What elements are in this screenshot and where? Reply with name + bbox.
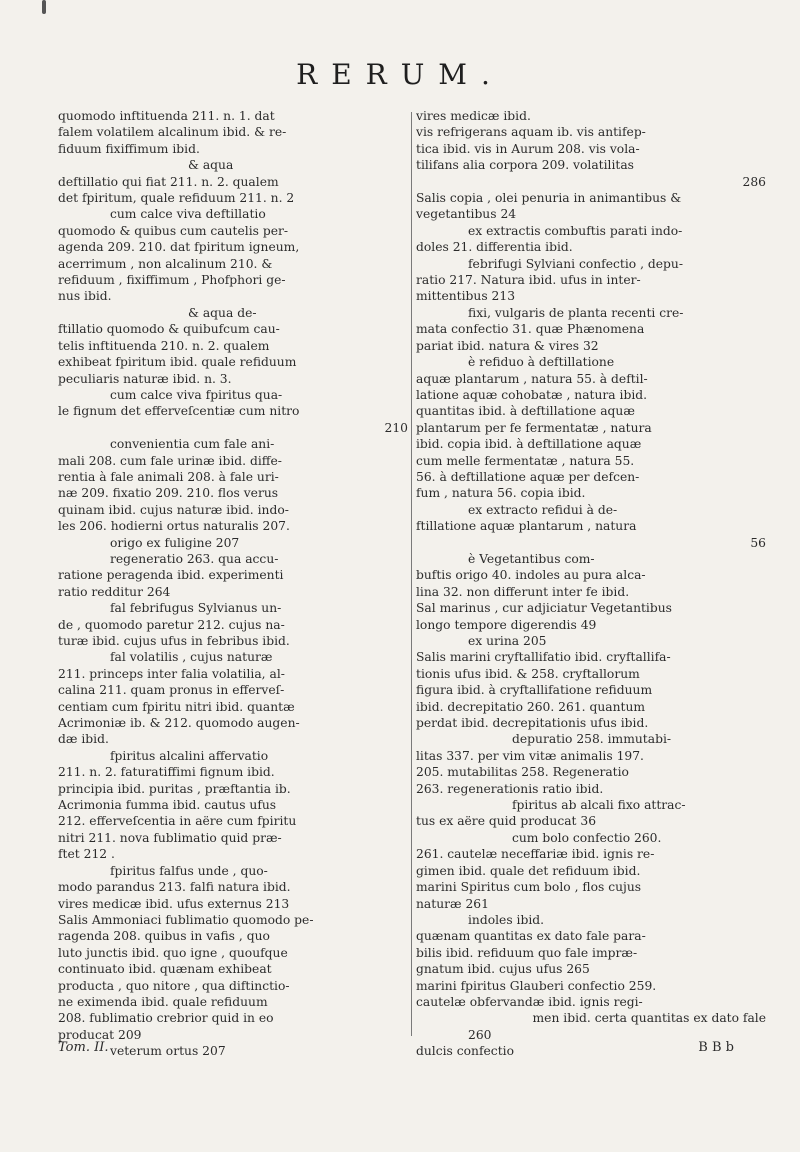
left-index-line: 211. princeps inter falia volatilia, al-: [58, 666, 285, 681]
left-index-line: quinam ibid. cujus naturæ ibid. indo-: [58, 502, 289, 517]
left-index-line: de , quomodo paretur 212. cujus na-: [58, 617, 285, 632]
left-index-line: regeneratio 263. qua accu-: [110, 551, 279, 566]
right-index-line: ex urina 205: [468, 634, 547, 648]
left-index-line: les 206. hodierni ortus naturalis 207.: [58, 519, 290, 534]
right-index-line: tica ibid. vis in Aurum 208. vis vola-: [416, 141, 640, 156]
left-index-line: fpiritus falfus unde , quo-: [110, 863, 268, 878]
right-index-line: ex extracto refidui à de-: [468, 502, 618, 517]
left-index-line: fal febrifugus Sylvianus un-: [110, 601, 282, 616]
left-index-line: ftet 212 .: [58, 847, 115, 862]
left-index-line: peculiaris naturæ ibid. n. 3.: [58, 371, 232, 386]
margin-mark: [42, 0, 46, 14]
right-index-line: vegetantibus 24: [416, 207, 517, 222]
right-index-line: plantarum per fe fermentatæ , natura: [416, 420, 652, 435]
left-index-line: ragenda 208. quibus in vafis , quo: [58, 929, 270, 944]
right-index-line: cum melle fermentatæ , natura 55.: [416, 453, 635, 468]
left-index-line: fal volatilis , cujus naturæ: [110, 650, 273, 665]
right-index-line: ftillatione aquæ plantarum , natura: [416, 519, 637, 534]
right-index-line: 286: [742, 174, 766, 189]
left-index-line: ne eximenda ibid. quale refiduum: [58, 994, 268, 1009]
left-index-line: ftillatio quomodo & quibufcum cau-: [58, 322, 280, 337]
left-index-line: Salis Ammoniaci fublimatio quomodo pe-: [58, 912, 314, 927]
left-index-line: falem volatilem alcalinum ibid. & re-: [58, 125, 287, 140]
right-index-line: ibid. decrepitatio 260. 261. quantum: [416, 699, 646, 714]
right-index-line: 260: [468, 1027, 492, 1042]
right-index-line: bilis ibid. refiduum quo fale impræ-: [416, 945, 638, 960]
right-index-line: tus ex aëre quid producat 36: [416, 814, 597, 829]
left-index-line: 212. efferveſcentia in aëre cum fpiritu: [58, 814, 297, 829]
right-index-line: vis refrigerans aquam ib. vis antifep-: [416, 125, 646, 140]
right-index-line: gimen ibid. quale det refiduum ibid.: [416, 863, 641, 878]
left-column: [58, 108, 408, 1060]
right-index-line: perdat ibid. decrepitationis ufus ibid.: [416, 716, 649, 731]
right-index-line: longo tempore digerendis 49: [416, 617, 597, 632]
right-index-line: figura ibid. à cryftallifatione refiduum: [416, 683, 653, 698]
left-index-line: deftillatio qui fiat 211. n. 2. qualem: [58, 174, 279, 189]
left-index-line: continuato ibid. quænam exhibeat: [58, 962, 272, 977]
left-index-line: cum calce viva fpiritus qua-: [110, 387, 283, 402]
right-index-line: Salis marini cryftallifatio ibid. cryftallifa-: [416, 650, 671, 665]
right-index-line: cum bolo confectio 260.: [512, 830, 662, 845]
left-index-line: rentia à fale animali 208. à fale uri-: [58, 469, 279, 484]
right-index-line: fixi, vulgaris de planta recenti cre-: [468, 305, 684, 320]
left-index-line: 208. fublimatio crebrior quid in eo: [58, 1011, 274, 1026]
left-index-line: det fpiritum, quale refiduum 211. n. 2: [58, 191, 295, 206]
left-index-line: acerrimum , non alcalinum 210. &: [58, 256, 273, 271]
left-index-line: agenda 209. 210. dat fpiritum igneum,: [58, 240, 300, 255]
left-index-line: & aqua: [188, 158, 234, 173]
right-index-line: fum , natura 56. copia ibid.: [416, 486, 586, 501]
right-index-line: vires medicæ ibid.: [416, 109, 531, 123]
right-index-line: marini Spiritus cum bolo , flos cujus: [416, 880, 642, 895]
left-index-line: veterum ortus 207: [110, 1044, 226, 1059]
left-index-line: dæ ibid.: [58, 732, 109, 747]
right-index-line: 263. regenerationis ratio ibid.: [416, 781, 604, 796]
left-index-line: luto junctis ibid. quo igne , quoufque: [58, 945, 288, 960]
left-index-line: convenientia cum fale ani-: [110, 437, 275, 452]
right-index-line: mata confectio 31. quæ Phænomena: [416, 322, 645, 337]
right-index-line: 205. mutabilitas 258. Regeneratio: [416, 765, 629, 780]
left-index-line: fpiritus alcalini affervatio: [110, 748, 269, 763]
left-index-line: turæ ibid. cujus ufus in febribus ibid.: [58, 634, 290, 648]
right-index-line: ibid. copia ibid. à deftillatione aquæ: [416, 437, 642, 452]
right-index-line: buftis origo 40. indoles au pura alca-: [416, 568, 646, 583]
left-index-line: vires medicæ ibid. ufus externus 213: [58, 896, 290, 911]
left-index-line: næ 209. fixatio 209. 210. flos verus: [58, 486, 279, 501]
column-divider: [411, 112, 412, 1036]
left-index-line: telis inftituenda 210. n. 2. qualem: [58, 338, 270, 353]
page-header: RERUM.: [296, 58, 504, 91]
right-index-line: ex extractis combuftis parati indo-: [468, 223, 683, 238]
left-index-line: & aqua de-: [188, 305, 257, 320]
right-index-line: depuratio 258. immutabi-: [512, 732, 672, 747]
right-index-line: litas 337. per vim vitæ animalis 197.: [416, 748, 644, 763]
right-index-line: men ibid. certa quantitas ex dato fale: [532, 1011, 766, 1026]
left-index-line: cum calce viva deftillatio: [110, 207, 266, 222]
right-index-line: è refiduo à deftillatione: [468, 355, 615, 370]
right-index-line: pariat ibid. natura & vires 32: [416, 338, 599, 353]
signature-mark: B B b: [698, 1040, 734, 1055]
volume-label: Tom. II.: [58, 1040, 109, 1055]
left-index-line: nitri 211. nova fublimatio quid præ-: [58, 830, 282, 845]
left-index-line: quomodo & quibus cum cautelis per-: [58, 223, 289, 238]
left-index-line: nus ibid.: [58, 289, 112, 304]
left-index-line: principia ibid. puritas , præftantia ib.: [58, 781, 291, 796]
right-index-line: 56: [750, 535, 766, 550]
right-index-line: tionis ufus ibid. & 258. cryftallorum: [416, 666, 640, 681]
left-index-line: 210: [384, 420, 408, 435]
right-index-line: 261. cautelæ neceffariæ ibid. ignis re-: [416, 847, 655, 862]
right-index-line: lina 32. non differunt inter fe ibid.: [416, 584, 630, 599]
left-index-line: le fignum det efferveſcentiæ cum nitro: [58, 404, 300, 419]
right-column: [416, 108, 766, 1060]
left-index-line: exhibeat fpiritum ibid. quale refiduum: [58, 355, 297, 370]
right-index-line: Sal marinus , cur adjiciatur Vegetantibus: [416, 601, 672, 616]
right-index-line: quantitas ibid. à deftillatione aquæ: [416, 404, 635, 419]
right-index-line: aquæ plantarum , natura 55. à deftil-: [416, 371, 648, 386]
left-index-line: ratione peragenda ibid. experimenti: [58, 568, 284, 583]
left-index-line: producta , quo nitore , qua diftinctio-: [58, 978, 290, 993]
left-index-line: refiduum , fixiffimum , Phofphori ge-: [58, 273, 286, 288]
right-index-line: fpiritus ab alcali fixo attrac-: [512, 798, 686, 813]
left-index-line: producat 209: [58, 1027, 142, 1042]
right-index-line: doles 21. differentia ibid.: [416, 240, 573, 255]
right-index-line: tilifans alia corpora 209. volatilitas: [416, 158, 634, 173]
right-index-line: indoles ibid.: [468, 912, 545, 927]
left-index-line: Acrimoniæ ib. & 212. quomodo augen-: [58, 716, 300, 731]
right-index-line: latione aquæ cohobatæ , natura ibid.: [416, 387, 648, 402]
right-index-line: marini fpiritus Glauberi confectio 259.: [416, 978, 657, 993]
right-index-line: quænam quantitas ex dato fale para-: [416, 929, 646, 944]
left-index-line: Acrimonia fumma ibid. cautus ufus: [58, 798, 277, 813]
left-index-line: fiduum fixiffimum ibid.: [58, 141, 200, 156]
right-index-line: Salis copia , olei penuria in animantibus &: [416, 191, 682, 206]
right-index-line: mittentibus 213: [416, 289, 516, 304]
left-index-line: ratio redditur 264: [58, 584, 171, 599]
left-index-line: quomodo inftituenda 211. n. 1. dat: [58, 109, 275, 123]
left-index-line: calina 211. quam pronus in efferveſ-: [58, 683, 285, 698]
right-index-line: naturæ 261: [416, 896, 489, 911]
right-index-line: è Vegetantibus com-: [468, 551, 595, 566]
right-index-line: febrifugi Sylviani confectio , depu-: [468, 256, 683, 271]
right-index-line: cautelæ obfervandæ ibid. ignis regi-: [416, 994, 643, 1009]
left-index-line: centiam cum fpiritu nitri ibid. quantæ: [58, 699, 295, 714]
right-index-line: 56. à deftillatione aquæ per defcen-: [416, 469, 640, 484]
right-index-line: gnatum ibid. cujus ufus 265: [416, 962, 590, 977]
left-index-line: origo ex fuligine 207: [110, 535, 240, 550]
right-index-line: ratio 217. Natura ibid. ufus in inter-: [416, 273, 641, 288]
left-index-line: modo parandus 213. falfi natura ibid.: [58, 880, 291, 895]
right-index-line: dulcis confectio: [416, 1044, 514, 1059]
left-index-line: mali 208. cum fale urinæ ibid. diffe-: [58, 453, 282, 468]
left-index-line: 211. n. 2. faturatiffimi fignum ibid.: [58, 765, 275, 780]
